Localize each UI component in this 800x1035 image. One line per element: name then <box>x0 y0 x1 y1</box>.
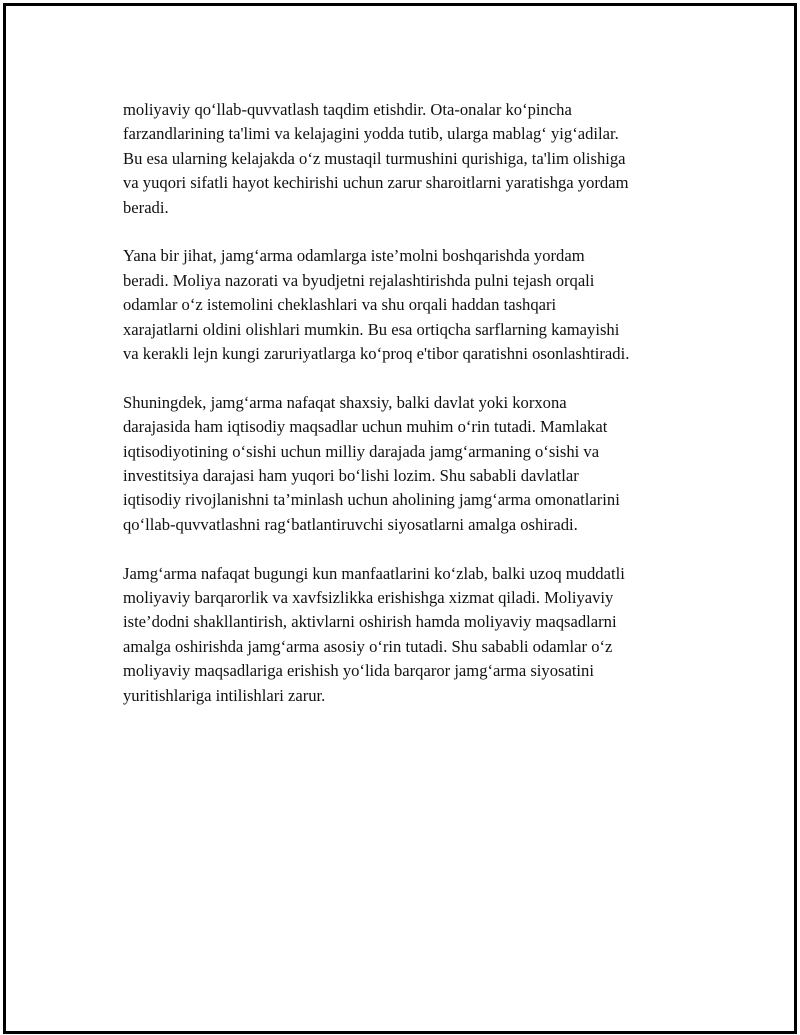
text-line: moliyaviy maqsadlariga erishish yo‘lida barqaror jamg‘arma siyosatini <box>123 661 594 681</box>
text-line: odamlar o‘z istemolini cheklashlari va shu orqali haddan tashqari <box>123 295 557 315</box>
text-line: va yuqori sifatli hayot kechirishi uchun zarur sharoitlarni yaratishga yordam <box>123 173 629 193</box>
text-line: beradi. Moliya nazorati va byudjetni rejalashtirishda pulni tejash orqali <box>123 270 595 290</box>
text-line: moliyaviy qo‘llab-quvvatlash taqdim etishdir. Ota-onalar ko‘pincha <box>123 100 572 119</box>
paragraph-4 <box>123 562 703 708</box>
text-line: Yana bir jihat, jamg‘arma odamlarga iste’molni boshqarishda yordam <box>123 246 585 266</box>
page-frame <box>3 3 797 1034</box>
document-body <box>123 98 703 733</box>
text-line: farzandlarining ta'limi va kelajagini yodda tutib, ularga mablag‘ yig‘adilar. <box>123 124 619 144</box>
text-line: moliyaviy barqarorlik va xavfsizlikka erishishga xizmat qiladi. Moliyaviy <box>123 588 614 608</box>
paragraph-3 <box>123 391 703 537</box>
text-line: Shuningdek, jamg‘arma nafaqat shaxsiy, balki davlat yoki korxona <box>123 392 567 412</box>
text-line: qo‘llab-quvvatlashni rag‘batlantiruvchi siyosatlarni amalga oshiradi. <box>123 514 578 534</box>
paragraph-2 <box>123 244 703 366</box>
text-line: Bu esa ularning kelajakda o‘z mustaqil turmushini qurishiga, ta'lim olishiga <box>123 148 626 168</box>
text-line: iqtisodiy rivojlanishni ta’minlash uchun aholining jamg‘arma omonatlarini <box>123 490 620 510</box>
text-line: yuritishlariga intilishlari zarur. <box>123 685 326 705</box>
paragraph-1 <box>123 98 703 220</box>
text-line: amalga oshirishda jamg‘arma asosiy o‘rin tutadi. Shu sababli odamlar o‘z <box>123 636 613 656</box>
text-line: investitsiya darajasi ham yuqori bo‘lishi lozim. Shu sababli davlatlar <box>123 466 579 486</box>
text-line: xarajatlarni oldini olishlari mumkin. Bu esa ortiqcha sarflarning kamayishi <box>123 319 620 339</box>
text-line: iqtisodiyotining o‘sishi uchun milliy darajada jamg‘armaning o‘sishi va <box>123 441 600 461</box>
text-line: va kerakli lejn kungi zaruriyatlarga ko‘proq e'tibor qaratishni osonlashtiradi. <box>123 344 630 364</box>
text-line: Jamg‘arma nafaqat bugungi kun manfaatlarini ko‘zlab, balki uzoq muddatli <box>123 563 625 583</box>
text-line: beradi. <box>123 197 169 217</box>
text-line: iste’dodni shakllantirish, aktivlarni oshirish hamda moliyaviy maqsadlarni <box>123 612 617 632</box>
text-line: darajasida ham iqtisodiy maqsadlar uchun muhim o‘rin tutadi. Mamlakat <box>123 417 608 437</box>
